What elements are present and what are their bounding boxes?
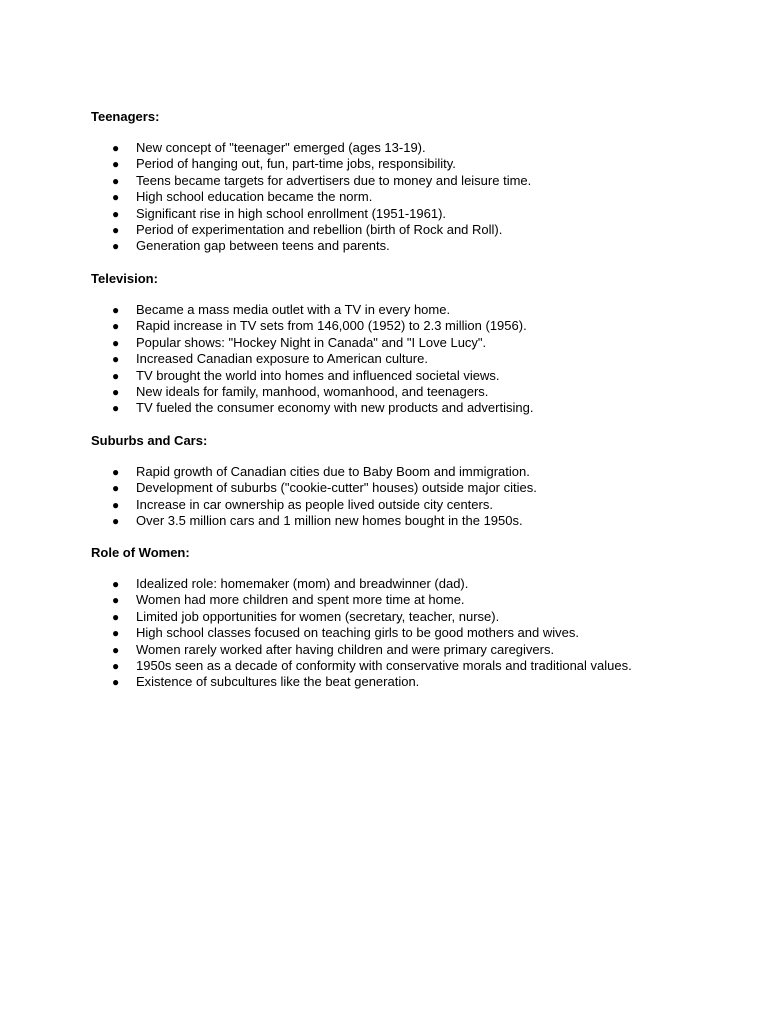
section-heading: Suburbs and Cars: — [91, 433, 208, 448]
bullet-icon: ● — [112, 593, 120, 608]
bullet-icon: ● — [112, 206, 120, 221]
bullet-icon: ● — [112, 384, 120, 399]
section-heading: Teenagers: — [91, 109, 160, 124]
bullet-icon: ● — [112, 303, 120, 317]
bullet-icon: ● — [112, 239, 120, 254]
bullet-icon: ● — [112, 222, 120, 237]
bullet-icon: ● — [112, 626, 120, 641]
bullet-icon: ● — [112, 352, 120, 367]
bullet-icon: ● — [112, 497, 120, 512]
bullet-icon: ● — [112, 577, 120, 591]
bullet-icon: ● — [112, 157, 120, 172]
section-television: Television: ● Became a mass media outlet with a TV in every home. ● Rapid increase in TV sets from 146,000 (1952) to 2.3 million (1956). ● Popular shows: "Hockey Night in Canada" and "I Love Lucy". ● Increased Canadian exposure to American culture. ● TV brought the world into homes and influenced societal views. ● New ideals for family, manhood, womanhood, and teenagers. ● TV fueled the consumer economy with new products and advertising. — [91, 271, 731, 287]
section-heading: Television: — [91, 271, 158, 286]
section-heading: Role of Women: — [91, 545, 190, 560]
section-suburbs-and-cars: Suburbs and Cars: ● Rapid growth of Canadian cities due to Baby Boom and immigration. ● Development of suburbs ("cookie-cutter" houses) outside major cities. ● Increase in car ownership as people lived outside city centers. ● Over 3.5 million cars and 1 million new homes bought in the 1950s. — [91, 433, 731, 449]
bullet-icon: ● — [112, 141, 120, 155]
bullet-icon: ● — [112, 481, 120, 496]
section-teenagers: Teenagers: ● New concept of "teenager" emerged (ages 13-19). ● Period of hanging out, fun, part-time jobs, responsibility. ● Teens became targets for advertisers due to money and leisure time. ● High school education became the norm. ● Significant rise in high school enrollment (1951-1961). ● Period of experimentation and rebellion (birth of Rock and Roll). ● Generation gap between teens and parents. — [91, 109, 731, 125]
bullet-icon: ● — [112, 173, 120, 188]
bullet-icon: ● — [112, 514, 120, 529]
bullet-icon: ● — [112, 319, 120, 334]
bullet-icon: ● — [112, 642, 120, 657]
bullet-icon: ● — [112, 190, 120, 205]
bullet-icon: ● — [112, 368, 120, 383]
bullet-icon: ● — [112, 675, 120, 690]
bullet-icon: ● — [112, 465, 120, 479]
section-role-of-women: Role of Women: ● Idealized role: homemaker (mom) and breadwinner (dad). ● Women had more children and spent more time at home. ● Limited job opportunities for women (secretary, teacher, nurse). ● High school classes focused on teaching girls to be good mothers and wives. ● Women rarely worked after having children and were primary caregivers. ● 1950s seen as a decade of conformity with conservative morals and traditional values. ● Existence of subcultures like the beat generation. — [91, 545, 731, 561]
bullet-icon: ● — [112, 609, 120, 624]
bullet-icon: ● — [112, 335, 120, 350]
bullet-icon: ● — [112, 401, 120, 416]
bullet-icon: ● — [112, 658, 120, 673]
